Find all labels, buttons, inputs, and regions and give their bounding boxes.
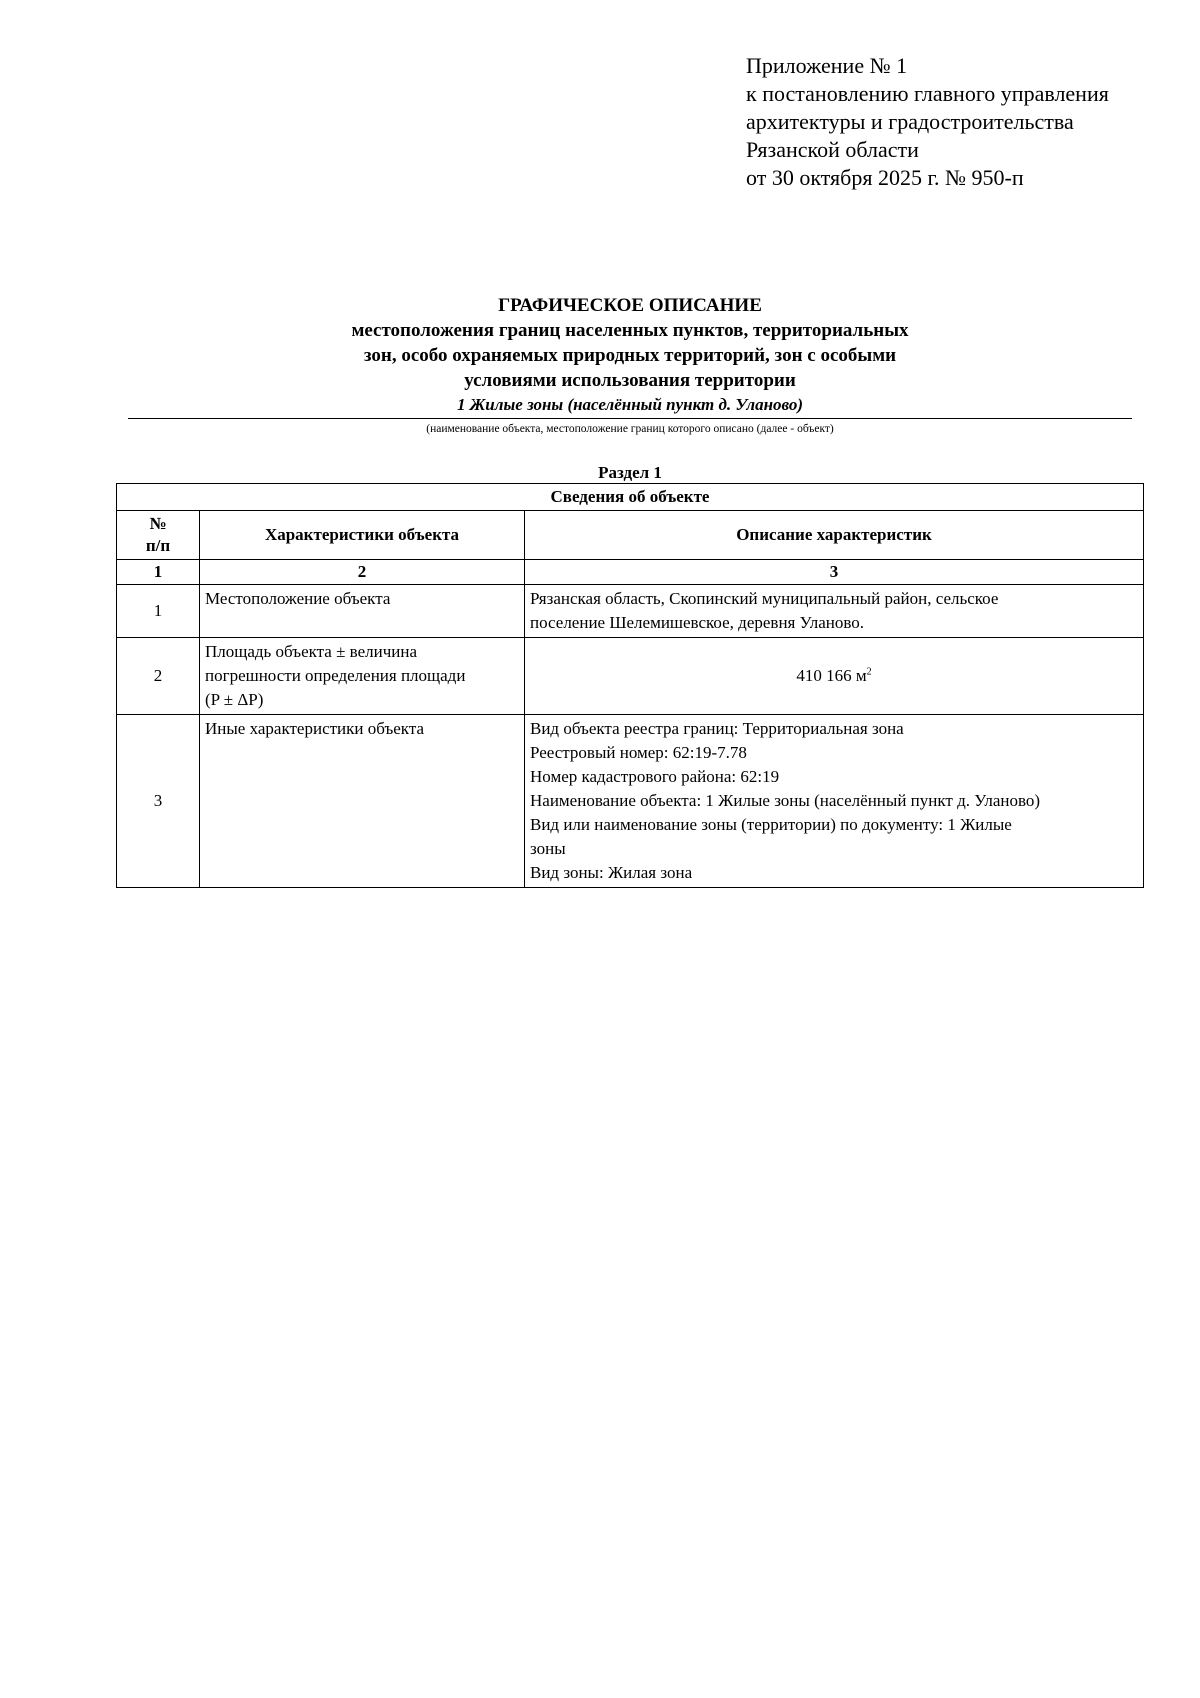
description-line: Реестровый номер: 62:19-7.78	[530, 743, 747, 762]
description-line: Рязанская область, Скопинский муниципальный район, сельское	[530, 589, 999, 608]
description-line: Вид или наименование зоны (территории) по документу: 1 Жилые	[530, 815, 1012, 834]
column-number: 3	[525, 560, 1144, 585]
description-line: Вид зоны: Жилая зона	[530, 863, 693, 882]
object-name-underline	[128, 418, 1132, 419]
object-name-caption: (наименование объекта, местоположение границ которого описано (далее - объект)	[426, 423, 834, 435]
document-title: ГРАФИЧЕСКОЕ ОПИСАНИЕ	[498, 295, 762, 316]
document-subtitle-line: зон, особо охраняемых природных территорий, зон с особыми	[363, 345, 897, 366]
table-row	[117, 638, 1144, 715]
header-num	[117, 511, 200, 560]
description-line: Наименование объекта: 1 Жилые зоны (населённый пункт д. Уланово)	[530, 791, 1041, 810]
table-row	[117, 715, 1144, 888]
header-description: Описание характеристик	[525, 511, 1144, 560]
section-title: Раздел 1	[598, 463, 662, 482]
description-line: Номер кадастрового района: 62:19	[530, 767, 780, 786]
header-num-line: №	[149, 514, 167, 533]
appendix-line: Рязанской области	[746, 137, 919, 162]
description-line: Вид объекта реестра границ: Территориальная зона	[530, 719, 904, 738]
row-number: 3	[117, 715, 200, 888]
area-unit-superscript: 2	[866, 666, 872, 678]
description-line: зоны	[530, 839, 566, 858]
table-title-row	[117, 484, 1144, 511]
characteristic-line: погрешности определения площади	[205, 666, 466, 685]
object-name: 1 Жилые зоны (населённый пункт д. Уланово)	[456, 395, 804, 414]
characteristic-line: (P ± ΔP)	[205, 690, 264, 709]
table-title: Сведения об объекте	[117, 484, 1144, 511]
appendix-line: архитектуры и градостроительства	[746, 109, 1074, 134]
table-header-row	[117, 511, 1144, 560]
appendix-line: к постановлению главного управления	[746, 81, 1109, 106]
row-number: 1	[117, 585, 200, 638]
column-numbers-row	[117, 560, 1144, 585]
row-number: 2	[117, 638, 200, 715]
characteristic-line: Площадь объекта ± величина	[205, 642, 418, 661]
column-number: 1	[117, 560, 200, 585]
row-description	[525, 715, 1144, 888]
row-description	[525, 585, 1144, 638]
row-characteristic: Иные характеристики объекта	[200, 715, 525, 888]
header-num-line: п/п	[145, 536, 171, 555]
description-line: поселение Шелемишевское, деревня Уланово.	[530, 613, 865, 632]
appendix-line: Приложение № 1	[746, 53, 908, 78]
appendix-line: от 30 октября 2025 г. № 950-п	[746, 165, 1024, 190]
column-number: 2	[200, 560, 525, 585]
document-subtitle-line: условиями использования территории	[464, 370, 796, 391]
header-characteristic: Характеристики объекта	[200, 511, 525, 560]
appendix-header	[746, 52, 1109, 192]
table-row	[117, 585, 1144, 638]
document-subtitle-line: местоположения границ населенных пунктов, территориальных	[351, 320, 909, 341]
area-value: 410 166 м	[796, 666, 867, 685]
document-title-block	[128, 293, 1132, 437]
row-characteristic: Местоположение объекта	[200, 585, 525, 638]
object-info-table	[116, 483, 1144, 888]
row-area-value	[525, 638, 1144, 715]
row-characteristic	[200, 638, 525, 715]
